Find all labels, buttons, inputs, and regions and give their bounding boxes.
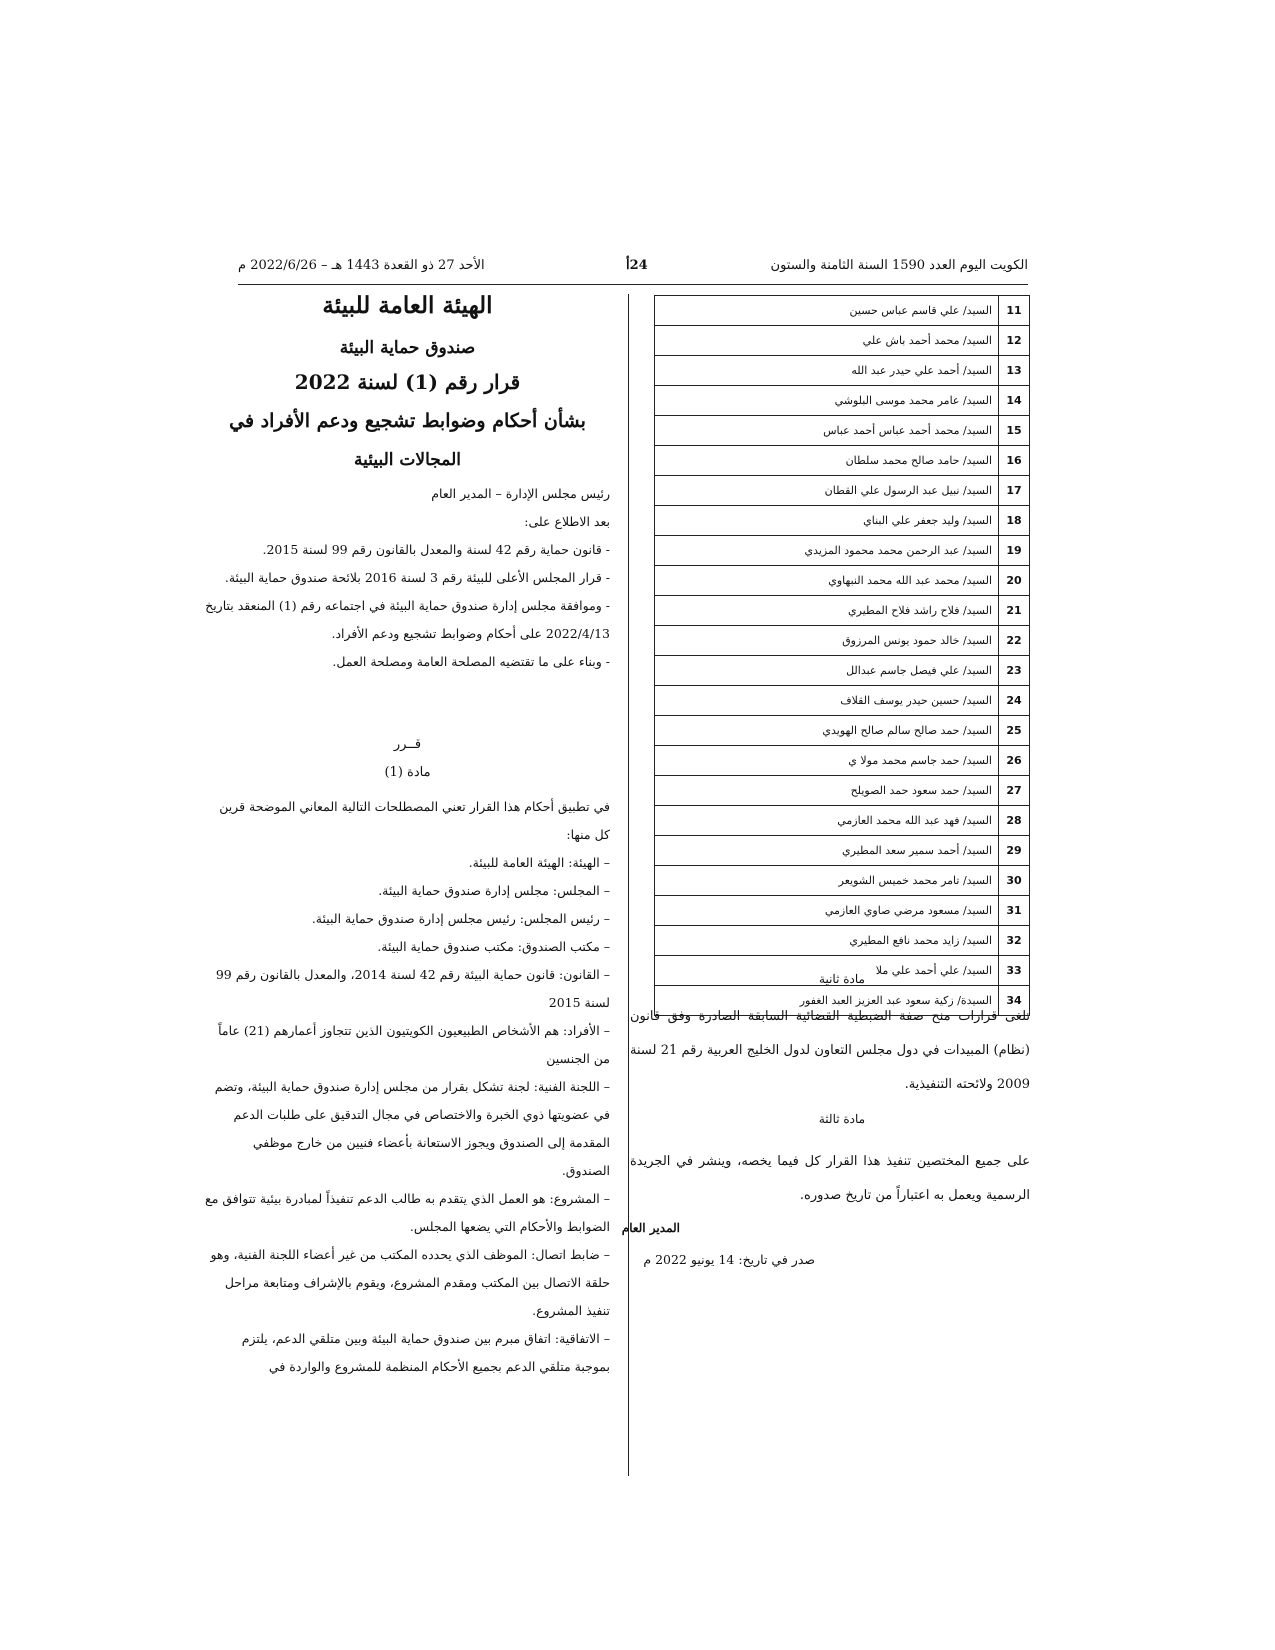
fund-title: صندوق حماية البيئة [339,338,476,358]
definition-item: – مكتب الصندوق: مكتب صندوق حماية البيئة. [377,939,610,954]
member-row [655,806,1030,836]
member-name: السيد/ أحمد علي حيدر عبد الله [655,356,999,386]
member-name: السيد/ أحمد سمير سعد المطيري [655,836,999,866]
member-number: 17 [999,476,1030,506]
member-row [655,506,1030,536]
article-3-title: مادة ثالثة [818,1112,866,1126]
member-number: 30 [999,866,1030,896]
definition-item: – الأفراد: هم الأشخاص الطبيعيون الكويتيون الذين تتجاوز أعمارهم (21) عاماً من الجنسين [218,1023,610,1066]
member-row [655,656,1030,686]
member-number: 28 [999,806,1030,836]
member-name: السيد/ محمد عبد الله محمد النبهاوي [655,566,999,596]
definition-item: – الاتفاقية: اتفاق مبرم بين صندوق حماية البيئة وبين متلقي الدعم، يلتزم بموجبة متلقي الدعم بجميع الأحكام المنظمة للمشروع والواردة في [241,1331,610,1374]
member-number: 34 [999,986,1030,1016]
member-row [655,446,1030,476]
member-name: السيد/ وليد جعفر علي البناي [655,506,999,536]
authority-title: الهيئة العامة للبيئة [322,292,493,319]
member-row [655,536,1030,566]
member-name: السيد/ فهد عبد الله محمد العازمي [655,806,999,836]
member-number: 22 [999,626,1030,656]
article-1-title: مادة (1) [384,765,431,780]
article-2-text: تلغى قرارات منح صفة الضبطية القضائية السابقة الصادرة وفق قانون (نظام) المبيدات في دول مجلس التعاون لدول الخليج العربية رقم 21 لسنة 2009 ولائحته التنفيذية. [630,1009,1030,1092]
member-row [655,686,1030,716]
signature-title: المدير العام [621,1221,680,1235]
page-header [238,250,1028,285]
member-row [655,356,1030,386]
definition-item: – ضابط اتصال: الموظف الذي يحدده المكتب من غير أعضاء اللجنة الفنية، وهو حلقة الاتصال بين المكتب ومقدم المشروع، ويقوم بالإشراف ومتابعة مراحل تنفيذ المشروع. [210,1247,610,1318]
member-name: السيد/ علي أحمد علي ملا [655,956,999,986]
member-name: السيد/ فلاح راشد فلاح المطيري [655,596,999,626]
member-row [655,896,1030,926]
definition-item: – رئيس المجلس: رئيس مجلس إدارة صندوق حماية البيئة. [311,911,610,926]
member-row [655,746,1030,776]
member-number: 18 [999,506,1030,536]
article-1-body [205,793,610,1381]
preamble-list [205,536,610,676]
member-number: 31 [999,896,1030,926]
member-row [655,476,1030,506]
member-row [655,626,1030,656]
member-row [655,926,1030,956]
preamble-item: - وموافقة مجلس إدارة صندوق حماية البيئة في اجتماعه رقم (1) المنعقد بتاريخ 2022/4/13 على أحكام وضوابط تشجيع ودعم الأفراد. [205,598,610,641]
header-date: الأحد 27 ذو القعدة 1443 هـ – 2022/6/26 م [238,258,485,273]
member-row [655,386,1030,416]
members-table-body [655,296,1030,1016]
definition-item: – المشروع: هو العمل الذي يتقدم به طالب الدعم تنفيذاً لمبادرة بيئية تتوافق مع الضوابط والأحكام التي يضعها المجلس. [205,1191,610,1234]
member-name: السيد/ علي فيصل جاسم عبدالل [655,656,999,686]
decided-heading: قــرر [393,737,422,752]
member-number: 29 [999,836,1030,866]
member-number: 32 [999,926,1030,956]
decision-subject-line-1: بشأن أحكام وضوابط تشجيع ودعم الأفراد في [229,410,586,432]
member-number: 21 [999,596,1030,626]
decision-subject-line-2: المجالات البيئية [353,450,462,470]
member-name: السيد/ مسعود مرضي صاوي العازمي [655,896,999,926]
member-number: 19 [999,536,1030,566]
member-number: 33 [999,956,1030,986]
article-3-text: على جميع المختصين تنفيذ هذا القرار كل فيما يخصه، وينشر في الجريدة الرسمية ويعمل به اعتباراً من تاريخ صدوره. [630,1154,1030,1203]
member-number: 24 [999,686,1030,716]
member-name: السيد/ محمد أحمد عباس أحمد عباس [655,416,999,446]
member-row [655,596,1030,626]
member-row [655,836,1030,866]
preamble-item: - قرار المجلس الأعلى للبيئة رقم 3 لسنة 2016 بلائحة صندوق حماية البيئة. [224,570,610,585]
member-number: 14 [999,386,1030,416]
after-review: بعد الاطلاع على: [524,514,610,529]
article-1-intro: في تطبيق أحكام هذا القرار تعني المصطلحات التالية المعاني الموضحة قرين كل منها: [219,799,610,842]
member-row [655,776,1030,806]
preamble-item: - قانون حماية رقم 42 لسنة والمعدل بالقانون رقم 99 لسنة 2015. [262,542,610,557]
issue-date: صدر في تاريخ: 14 يونيو 2022 م [643,1252,815,1267]
member-number: 12 [999,326,1030,356]
member-row [655,716,1030,746]
definition-item: – القانون: قانون حماية البيئة رقم 42 لسنة 2014، والمعدل بالقانون رقم 99 لسنة 2015 [215,967,610,1010]
member-row [655,866,1030,896]
article-2-title: مادة ثانية [819,972,865,986]
member-row [655,566,1030,596]
member-row [655,416,1030,446]
definition-item: – المجلس: مجلس إدارة صندوق حماية البيئة. [378,883,610,898]
preamble-item: - وبناء على ما تقتضيه المصلحة العامة ومصلحة العمل. [332,654,610,669]
member-number: 16 [999,446,1030,476]
member-name: السيد/ حسين حيدر يوسف القلاف [655,686,999,716]
member-number: 13 [999,356,1030,386]
member-number: 27 [999,776,1030,806]
member-number: 25 [999,716,1030,746]
member-number: 20 [999,566,1030,596]
member-number: 23 [999,656,1030,686]
header-publication: الكويت اليوم العدد 1590 السنة الثامنة والستون [770,258,1028,273]
member-name: السيد/ حمد صالح سالم صالح الهويدي [655,716,999,746]
issuer: رئيس مجلس الإدارة – المدير العام [431,486,610,501]
member-name: السيد/ خالد حمود يونس المرزوق [655,626,999,656]
member-name: السيد/ عبد الرحمن محمد محمود المزيدي [655,536,999,566]
member-name: السيد/ عامر محمد موسى البلوشي [655,386,999,416]
member-number: 11 [999,296,1030,326]
member-name: السيد/ تامر محمد خميس الشويعر [655,866,999,896]
definition-item: – الهيئة: الهيئة العامة للبيئة. [468,855,610,870]
member-number: 15 [999,416,1030,446]
member-name: السيد/ حامد صالح محمد سلطان [655,446,999,476]
member-number: 26 [999,746,1030,776]
member-name: السيد/ علي قاسم عباس حسين [655,296,999,326]
member-name: السيد/ حمد جاسم محمد مولا ي [655,746,999,776]
decision-number: قرار رقم (1) لسنة 2022 [294,370,521,394]
member-name: السيد/ زايد محمد نافع المطيري [655,926,999,956]
members-table [654,295,1030,1016]
definition-item: – اللجنة الفنية: لجنة تشكل بقرار من مجلس إدارة صندوق حماية البيئة، وتضم في عضويتها ذوي الخبرة والاختصاص في مجال التدقيق على طلبات الدعم المقدمة إلى الصندوق ويجوز الاستعانة بأعضاء فنيين من خارج موظفي الصندوق. [214,1079,610,1178]
member-row [655,296,1030,326]
member-name: السيد/ حمد سعود حمد الصويلح [655,776,999,806]
member-name: السيد/ محمد أحمد باش علي [655,326,999,356]
member-row [655,326,1030,356]
member-name: السيد/ نبيل عبد الرسول علي القطان [655,476,999,506]
column-divider [628,294,629,1476]
header-page-number: 24أ [626,258,648,273]
member-name: السيدة/ زكية سعود عبد العزيز العبد الغفور [655,986,999,1016]
